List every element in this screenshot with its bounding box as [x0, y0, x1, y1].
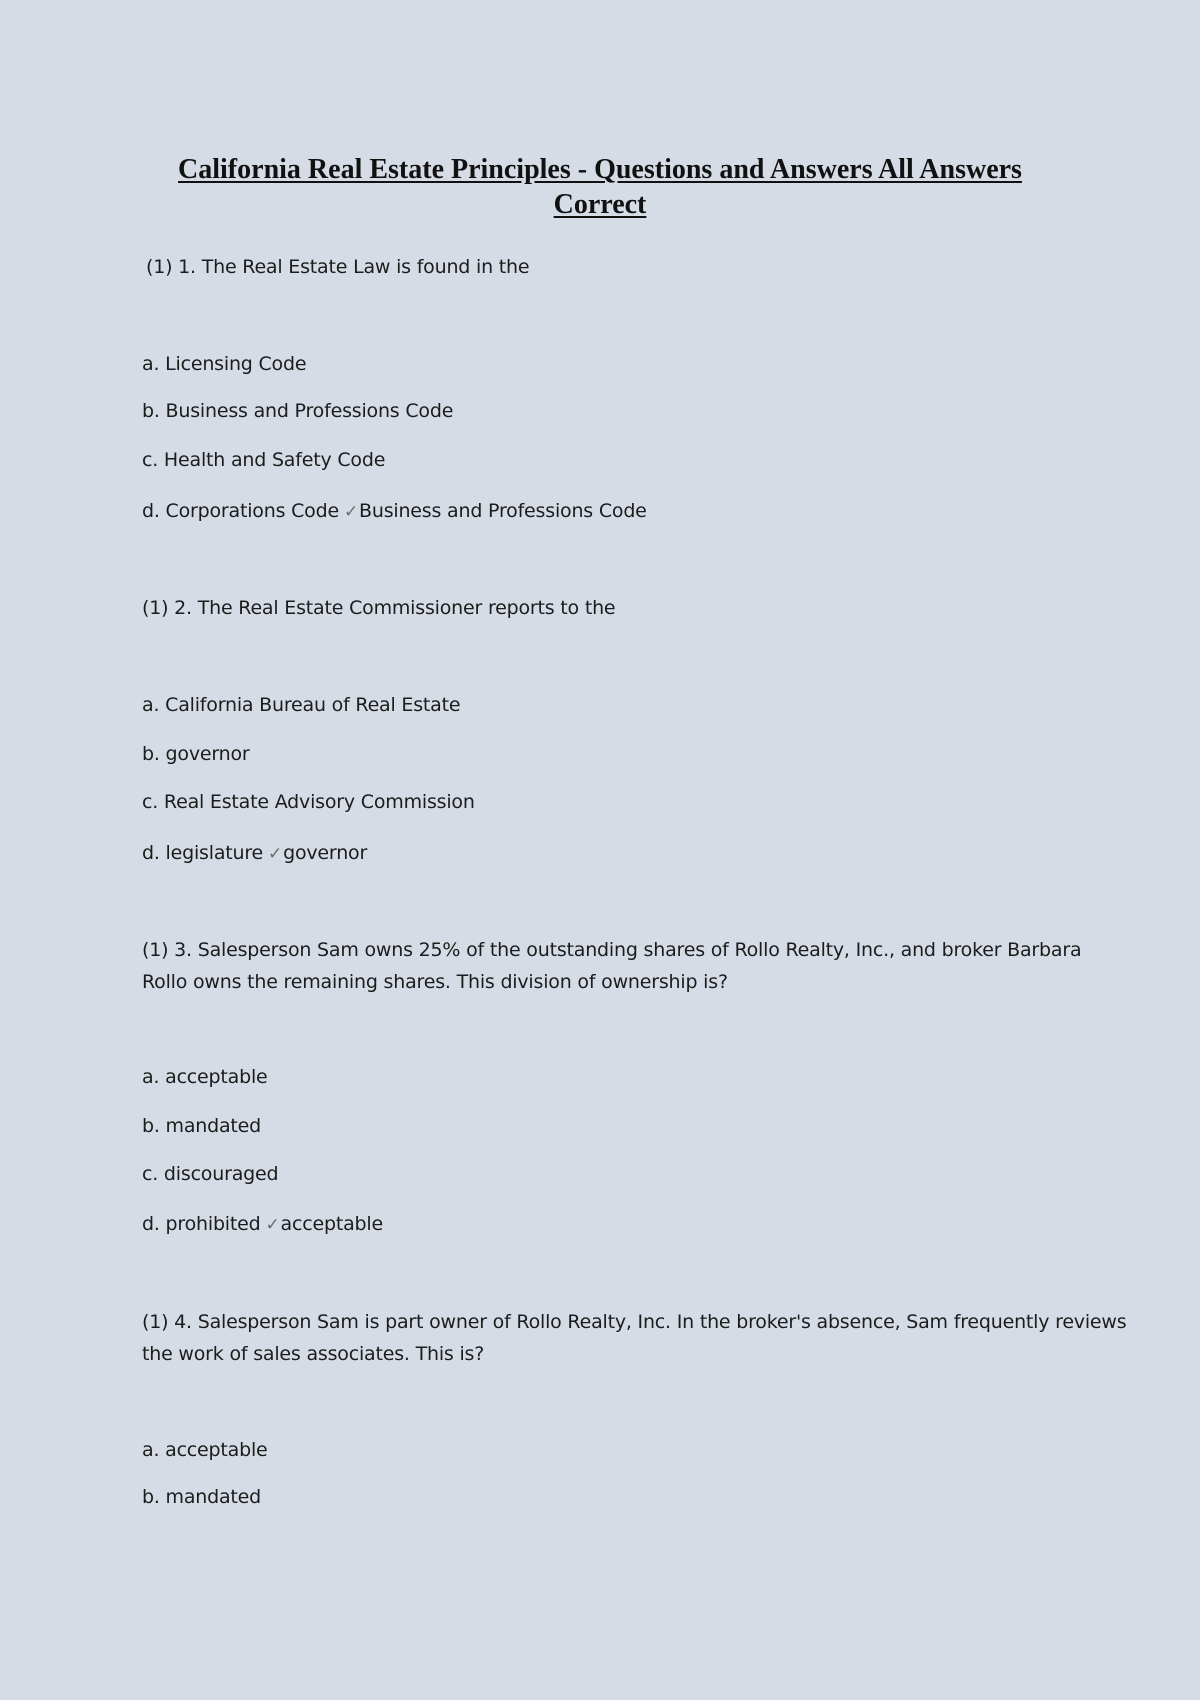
question-3-option-d-line	[142, 1211, 383, 1238]
question-3-option-a: a. acceptable	[142, 1066, 268, 1088]
check-mark-icon: ✓	[265, 1215, 280, 1235]
question-2-answer: governor	[283, 842, 368, 864]
question-1-option-a: a. Licensing Code	[142, 353, 307, 375]
question-2-option-d: d. legislature	[142, 842, 264, 864]
question-1-option-b: b. Business and Professions Code	[142, 400, 454, 422]
question-3-option-b: b. mandated	[142, 1115, 262, 1137]
question-2-option-b: b. governor	[142, 743, 250, 765]
check-mark-icon: ✓	[343, 502, 359, 522]
question-4-option-a: a. acceptable	[142, 1439, 268, 1461]
question-3-prompt-line-1: (1) 3. Salesperson Sam owns 25% of the outstanding shares of Rollo Realty, Inc., and broker Barbara	[142, 939, 1082, 961]
question-4-option-b: b. mandated	[142, 1486, 262, 1508]
question-1-option-c: c. Health and Safety Code	[142, 449, 386, 471]
question-1-prompt: (1) 1. The Real Estate Law is found in the	[146, 256, 530, 278]
question-2-option-a: a. California Bureau of Real Estate	[142, 694, 461, 716]
question-2-option-c: c. Real Estate Advisory Commission	[142, 791, 475, 813]
question-3-prompt-line-2: Rollo owns the remaining shares. This division of ownership is?	[142, 971, 728, 993]
document-title: California Real Estate Principles - Questions and Answers All Answers Correct	[178, 154, 1022, 220]
question-3-answer: acceptable	[280, 1213, 383, 1235]
question-1-option-d-line	[142, 498, 647, 525]
question-4-prompt-line-1: (1) 4. Salesperson Sam is part owner of Rollo Realty, Inc. In the broker's absence, Sam frequently reviews	[142, 1311, 1127, 1333]
question-3-option-c: c. discouraged	[142, 1163, 279, 1185]
question-2-prompt: (1) 2. The Real Estate Commissioner reports to the	[142, 597, 616, 619]
question-2-option-d-line	[142, 840, 367, 867]
question-1-answer: Business and Professions Code	[359, 500, 647, 522]
question-3-option-d: d. prohibited	[142, 1213, 261, 1235]
question-4-prompt-line-2: the work of sales associates. This is?	[142, 1343, 485, 1365]
check-mark-icon: ✓	[268, 844, 283, 864]
question-1-option-d: d. Corporations Code	[142, 500, 339, 522]
